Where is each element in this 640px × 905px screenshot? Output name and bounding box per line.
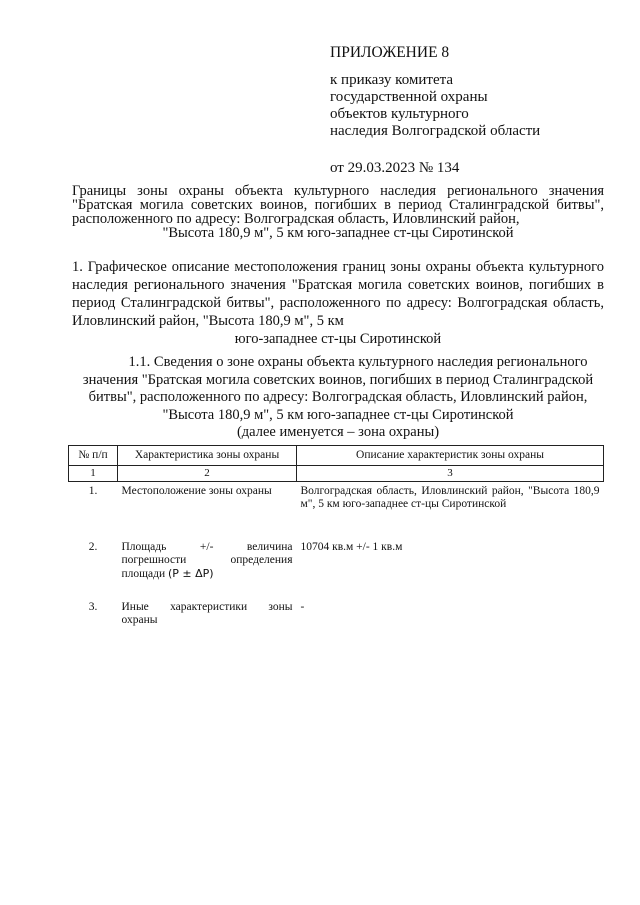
table-row — [69, 482, 604, 538]
table-header-row — [69, 446, 604, 466]
table-row — [69, 538, 604, 598]
row-value: - — [300, 600, 305, 613]
subsection-line: битвы", расположенного по адресу: Волгоградская область, Иловлинский район, — [88, 389, 588, 405]
table-row — [69, 598, 604, 627]
document-heading — [72, 184, 604, 240]
order-date-number: от 29.03.2023 № 134 — [330, 160, 460, 176]
header-characteristic: Характеристика зоны охраны — [118, 446, 297, 466]
column-number: 3 — [297, 466, 604, 482]
section-1-last-line: юго-западнее ст-цы Сиротинской — [234, 331, 442, 347]
appendix-line: наследия Волгоградской области — [330, 123, 541, 139]
row-value: Волгоградская область, Иловлинский район, "Высота 180,9 м", 5 км юго-западнее ст-цы Сиротинской — [300, 485, 600, 510]
row-num: 3. — [88, 600, 98, 613]
subsection-1-1 — [72, 354, 604, 442]
column-number: 2 — [118, 466, 297, 482]
header-description: Описание характеристик зоны охраны — [297, 446, 604, 466]
column-numbers-row — [69, 466, 604, 482]
row-name-cell — [118, 538, 297, 598]
heading-last-line: "Высота 180,9 м", 5 км юго-западнее ст-цы Сиротинской — [162, 225, 514, 241]
header-num: № п/п — [69, 446, 118, 466]
appendix-title: ПРИЛОЖЕНИЕ 8 — [330, 44, 450, 61]
row-num: 2. — [88, 540, 98, 553]
column-number: 1 — [69, 466, 118, 482]
row-name: Местоположение зоны охраны — [121, 485, 272, 497]
section-1-text: 1. Графическое описание местоположения границ зоны охраны объекта культурного наследия регионального значения "Братская могила советских воинов, погибших в период Сталинградской битвы", расположенного по адресу: Волгоградская область, Иловлинский район, "Высота 180,9 м", 5 км — [72, 259, 604, 329]
appendix-line: к приказу комитета — [330, 72, 454, 88]
subsection-line: значения "Братская могила советских воинов, погибших в период Сталинградской — [82, 371, 594, 388]
appendix-line: государственной охраны — [330, 89, 488, 105]
subsection-line: 1.1. Сведения о зоне охраны объекта культурного наследия регионального — [128, 354, 588, 370]
appendix-line: объектов культурного — [330, 106, 469, 122]
area-formula: (P ± ΔP) — [167, 566, 214, 580]
subsection-line: (далее именуется – зона охраны) — [236, 424, 440, 440]
subsection-line: "Высота 180,9 м", 5 км юго-западнее ст-цы Сиротинской — [162, 406, 514, 423]
row-name: Площадь +/- величина погрешности определения площади — [121, 540, 293, 580]
row-num: 1. — [88, 485, 98, 497]
zone-characteristics-table — [68, 445, 604, 627]
row-name: Иные характеристики зоны охраны — [121, 600, 293, 626]
row-value: 10704 кв.м +/- 1 кв.м — [300, 540, 403, 553]
section-1 — [72, 258, 604, 348]
appendix-header — [330, 44, 540, 177]
heading-text: Границы зоны охраны объекта культурного наследия регионального значения "Братская могила советских воинов, погибших в период Сталинградской битвы", расположенного по адресу: Волгоградская область, Иловлинский район, — [72, 183, 604, 227]
